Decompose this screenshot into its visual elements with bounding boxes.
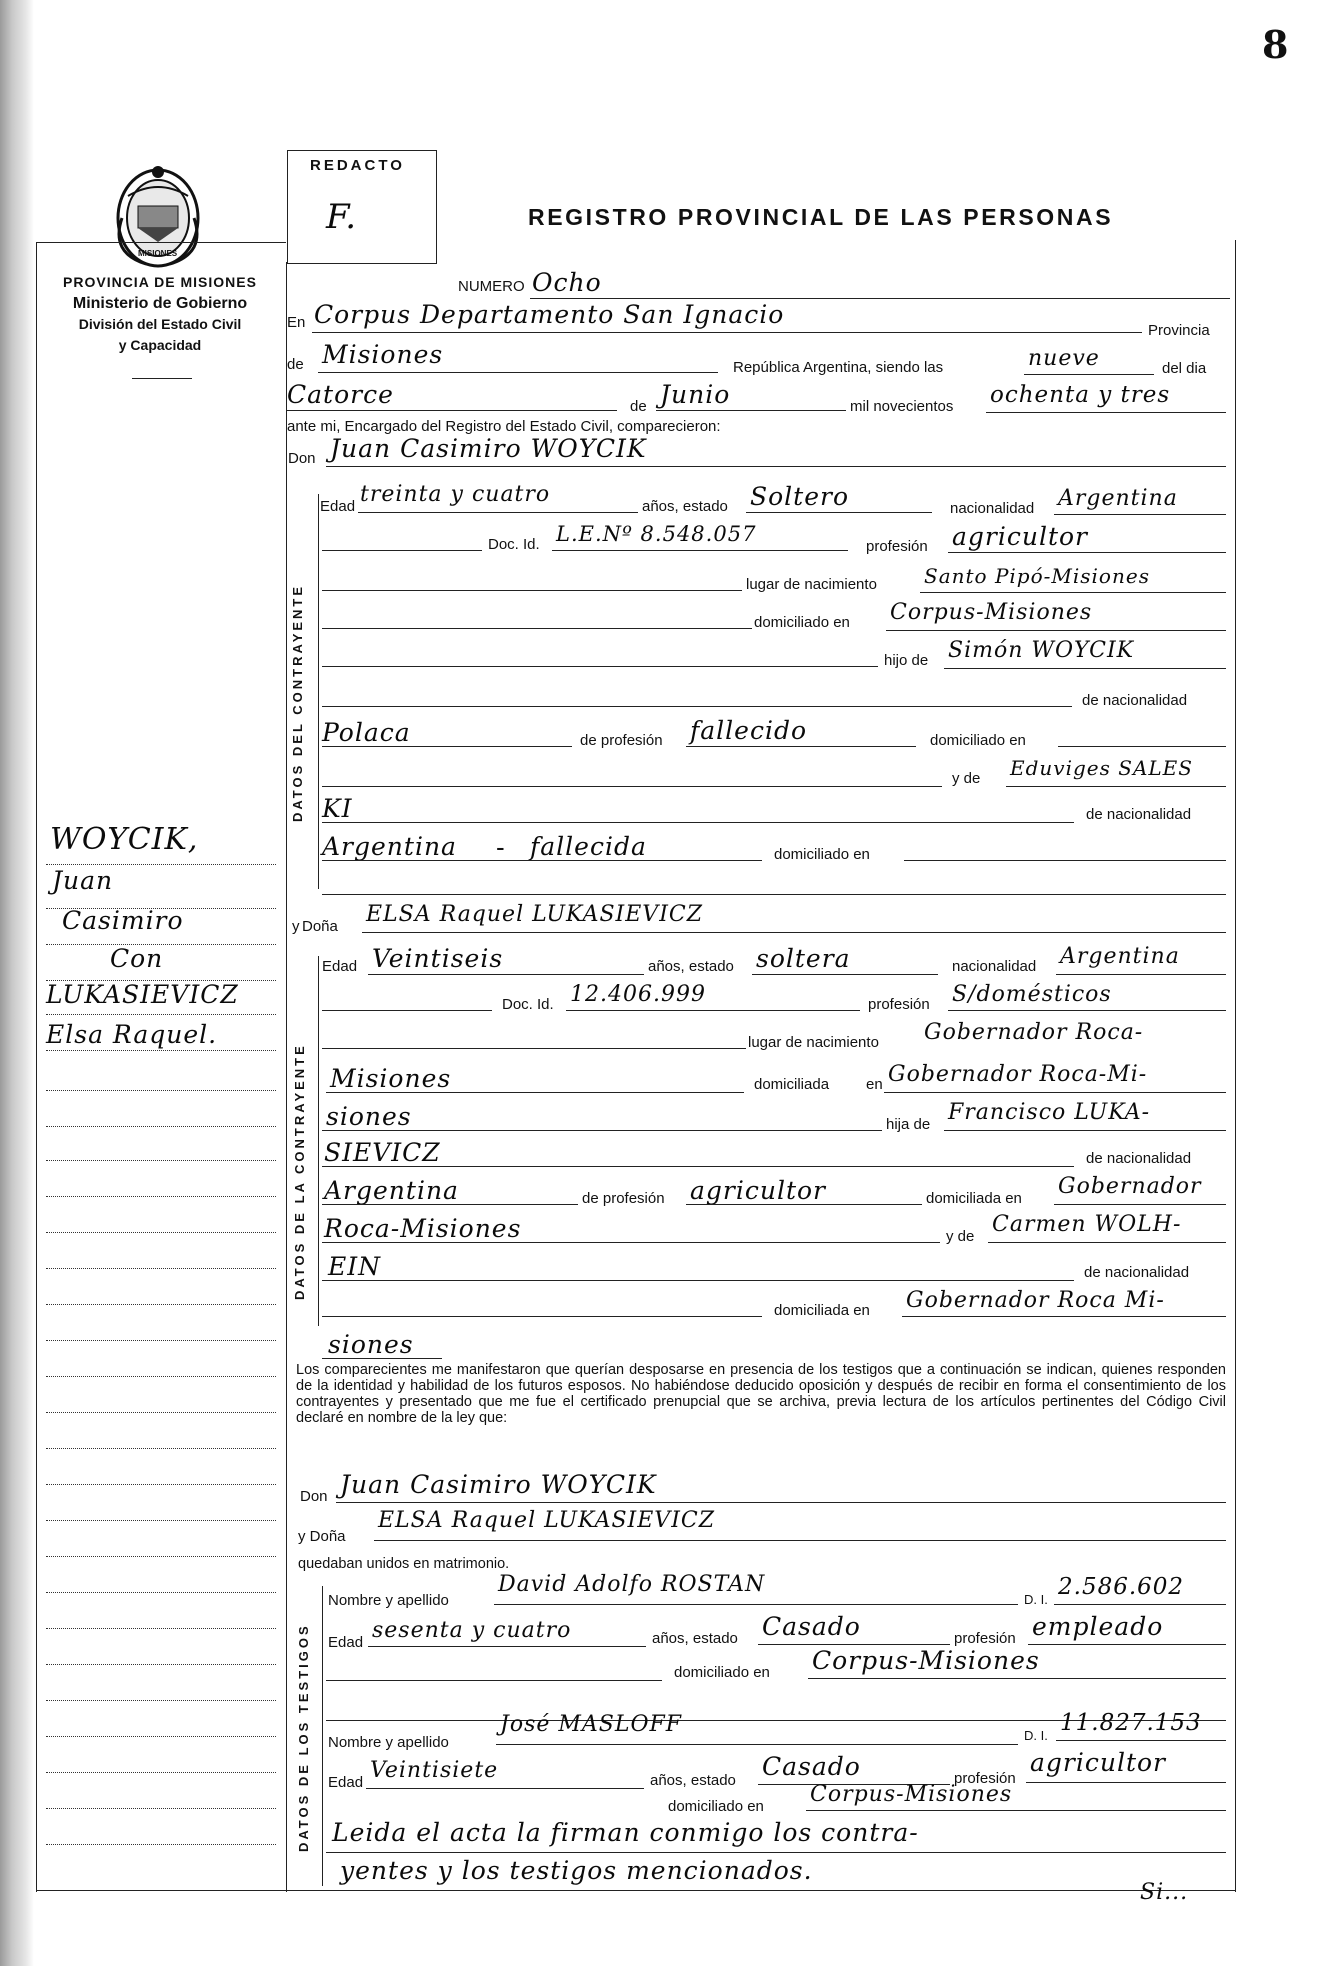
c2-madre-nac-label: de nacionalidad [1084, 1264, 1190, 1281]
t2-nombre: José MASLOFF [500, 1712, 683, 1737]
agency-province: PROVINCIA DE MISIONES [63, 274, 257, 290]
del-dia-label: del dia [1162, 360, 1207, 377]
redacto-label: REDACTO [310, 157, 405, 174]
t1-prof-label: profesión [954, 1630, 1016, 1647]
c1-padre-nac: Polaca [322, 718, 411, 747]
closing-line-2: yentes y los testigos mencionados. [340, 1856, 813, 1885]
c2-y-de-label: y de [946, 1228, 975, 1245]
contrayente2-section-label: DATOS DE LA CONTRAYENTE [292, 1043, 307, 1300]
c2-hija-label: hija de [886, 1116, 931, 1133]
c2-padre-cont: SIEVICZ [324, 1138, 441, 1167]
t1-nombre: David Adolfo ROSTAN [498, 1572, 766, 1597]
frame-left-outer [36, 242, 37, 1892]
c1-dom-label: domiciliado en [754, 614, 850, 631]
declaration-text: Los comparecientes me manifestaron que querían desposarse en presencia de los testigos que a continuación se indican, quienes responden de la identidad y habilidad de los futuros esposos. No habiéndose deducido oposición y después de recibir en forma el consentimiento de los contrayentes y presentado que me fue el certificado prenupcial que se archiva, previa lectura de los artículos pertinentes del Código Civil declaré en nombre de la ley que: [296, 1362, 1226, 1426]
agency-capacity: y Capacidad [118, 337, 202, 353]
c2-estado-label: años, estado [648, 958, 734, 975]
de-mes-label: de [630, 398, 647, 415]
c2-nacionalidad: Argentina [1060, 944, 1180, 969]
c2-dom-label: domiciliada [754, 1076, 830, 1093]
c2-madre-dom-label: domiciliada en [774, 1302, 870, 1319]
redacto-box [287, 150, 437, 264]
closing-line-1: Leida el acta la firman conmigo los contra- [332, 1818, 919, 1847]
t1-domicilio: Corpus-Misiones [812, 1646, 1040, 1675]
c2-dona: ELSA Raquel LUKASIEVICZ [366, 902, 704, 927]
c2-padre-dom: Gobernador [1058, 1174, 1202, 1199]
c1-padre-dom-label: domiciliado en [930, 732, 1026, 749]
margin-note-bride-name: Elsa Raquel. [46, 1020, 218, 1049]
c2-doc: 12.406.999 [570, 982, 706, 1007]
c1-madre: Eduviges SALES [1010, 756, 1193, 780]
t2-di: 11.827.153 [1060, 1710, 1202, 1736]
c2-estado: soltera [756, 944, 851, 973]
c1-y-de-label: y de [952, 770, 981, 787]
c2-lugar-nac-cont: Misiones [330, 1064, 452, 1093]
t1-edad: sesenta y cuatro [372, 1618, 572, 1643]
c1-madre-nac: Argentina [322, 832, 457, 861]
c1-hijo-label: hijo de [884, 652, 929, 669]
c1-padre-prof: fallecido [690, 716, 807, 745]
t1-estado: Casado [762, 1612, 861, 1641]
c2-edad: Veintiseis [372, 944, 504, 973]
frame-top-left [36, 242, 286, 243]
c2-nac-label: nacionalidad [952, 958, 1037, 975]
c2-madre-cont: EIN [328, 1252, 381, 1281]
seal-text: MISIONES [138, 249, 178, 258]
c1-domicilio: Corpus-Misiones [890, 600, 1093, 625]
c2-edad-label: Edad [322, 958, 358, 975]
t1-estado-label: años, estado [652, 1630, 738, 1647]
redacto-mark: F. [326, 197, 358, 237]
c1-edad: treinta y cuatro [360, 482, 551, 507]
c2-dona-label: Doña [302, 918, 338, 935]
c2-padre-nac: Argentina [324, 1176, 459, 1205]
c1-nac-label: nacionalidad [950, 500, 1035, 517]
frame-center-divider [286, 262, 287, 1892]
decl-unidos: quedaban unidos en matrimonio. [298, 1556, 510, 1572]
t2-estado: Casado [762, 1752, 861, 1781]
c1-lugar-nac: Santo Pipó-Misiones [924, 564, 1150, 588]
intro-hour: nueve [1028, 346, 1100, 371]
intro-province: Misiones [322, 340, 444, 369]
c1-madre-dom-label: domiciliado en [774, 846, 870, 863]
t1-nombre-label: Nombre y apellido [328, 1592, 449, 1609]
t2-profesion: agricultor [1030, 1748, 1167, 1777]
c2-lugar-label: lugar de nacimiento [748, 1034, 879, 1051]
ante-text: ante mi, Encargado del Registro del Estado Civil, comparecieron: [287, 418, 721, 435]
c2-padre-dom-cont: Roca-Misiones [324, 1214, 522, 1243]
c1-madre-cont: KI [322, 794, 353, 823]
intro-day: Catorce [287, 380, 394, 409]
c2-madre-dom-cont: siones [328, 1330, 414, 1359]
frame-bottom [36, 1890, 1236, 1891]
intro-don-name: Juan Casimiro WOYCIK [330, 434, 647, 463]
t1-edad-label: Edad [328, 1634, 364, 1651]
page-number: 8 [1262, 22, 1289, 67]
intro-month: Junio [660, 380, 731, 409]
c1-doc: L.E.Nº 8.548.057 [556, 522, 757, 546]
c2-en-label: en [866, 1076, 883, 1093]
t2-di-label: D. I. [1024, 1728, 1048, 1743]
c2-doc-label: Doc. Id. [502, 996, 554, 1013]
c2-padre-dom-label: domiciliada en [926, 1190, 1022, 1207]
mil-label: mil novecientos [850, 398, 954, 415]
c2-profesion: S/domésticos [952, 982, 1112, 1007]
numero-label: NUMERO [458, 278, 525, 295]
c2-prof-label: profesión [868, 996, 930, 1013]
agency-division: División del Estado Civil [78, 316, 242, 332]
continues-mark: Si... [1140, 1880, 1189, 1905]
t2-dom-label: domiciliado en [668, 1798, 764, 1815]
t2-estado-label: años, estado [650, 1772, 736, 1789]
c1-madre-nac-label: de nacionalidad [1086, 806, 1192, 823]
c2-de-nac-label: de nacionalidad [1086, 1150, 1192, 1167]
decl-dona: ELSA Raquel LUKASIEVICZ [378, 1508, 716, 1533]
c1-madre-prof: fallecida [530, 832, 647, 861]
c1-prof-label: profesión [866, 538, 928, 555]
intro-year: ochenta y tres [990, 382, 1171, 408]
c2-domicilio-cont: siones [326, 1102, 412, 1131]
t2-prof-label: profesión [954, 1770, 1016, 1787]
margin-note-first: Juan [52, 866, 114, 895]
t2-edad: Veintisiete [370, 1758, 499, 1783]
c2-padre: Francisco LUKA- [948, 1100, 1151, 1125]
decl-dona-label: y Doña [298, 1528, 346, 1545]
c1-doc-label: Doc. Id. [488, 536, 540, 553]
margin-note-surname: WOYCIK, [50, 822, 199, 857]
c1-de-nac-label: de nacionalidad [1082, 692, 1188, 709]
intro-place: Corpus Departamento San Ignacio [314, 300, 785, 329]
c2-madre-dom: Gobernador Roca Mi- [906, 1288, 1165, 1313]
t1-di: 2.586.602 [1058, 1574, 1185, 1600]
republica-label: República Argentina, siendo las [733, 359, 944, 376]
c2-domicilio: Gobernador Roca-Mi- [888, 1062, 1148, 1087]
t2-nombre-label: Nombre y apellido [328, 1734, 449, 1751]
provincia-label: Provincia [1148, 322, 1210, 339]
c2-padre-prof: agricultor [690, 1176, 827, 1205]
c2-padre-prof-label: de profesión [582, 1190, 665, 1207]
c2-lugar-nac: Gobernador Roca- [924, 1020, 1144, 1045]
c1-lugar-label: lugar de nacimiento [746, 576, 877, 593]
t1-profesion: empleado [1032, 1612, 1164, 1641]
decl-don: Juan Casimiro WOYCIK [340, 1470, 657, 1499]
agency-underline [132, 378, 192, 379]
en-label: En [287, 314, 306, 331]
c1-padre: Simón WOYCIK [948, 638, 1135, 663]
c1-estado-label: años, estado [642, 498, 728, 515]
c1-edad-label: Edad [320, 498, 356, 515]
t2-domicilio: Corpus-Misiones [810, 1782, 1013, 1807]
c1-profesion: agricultor [952, 522, 1089, 551]
scan-edge-shadow [0, 0, 34, 1966]
c2-madre: Carmen WOLH- [992, 1212, 1182, 1237]
agency-block [40, 272, 280, 356]
de-label: de [287, 356, 304, 373]
frame-right [1235, 240, 1236, 1892]
don-label: Don [288, 450, 316, 467]
margin-note-con: Con [110, 944, 164, 973]
margin-note-bride-surname: LUKASIEVICZ [46, 980, 239, 1009]
contrayente-section-label: DATOS DEL CONTRAYENTE [290, 583, 305, 822]
c1-padre-prof-label: de profesión [580, 732, 663, 749]
decl-don-label: Don [300, 1488, 328, 1505]
margin-note-middle: Casimiro [62, 906, 184, 935]
t1-di-label: D. I. [1024, 1592, 1048, 1607]
c1-nacionalidad: Argentina [1058, 486, 1178, 511]
document-title: REGISTRO PROVINCIAL DE LAS PERSONAS [528, 204, 1114, 230]
agency-ministry: Ministerio de Gobierno [72, 295, 248, 312]
numero-value: Ocho [532, 268, 602, 297]
testigos-section-label: DATOS DE LOS TESTIGOS [296, 1623, 311, 1852]
t2-edad-label: Edad [328, 1774, 364, 1791]
c1-estado: Soltero [750, 482, 850, 511]
t1-dom-label: domiciliado en [674, 1664, 770, 1681]
